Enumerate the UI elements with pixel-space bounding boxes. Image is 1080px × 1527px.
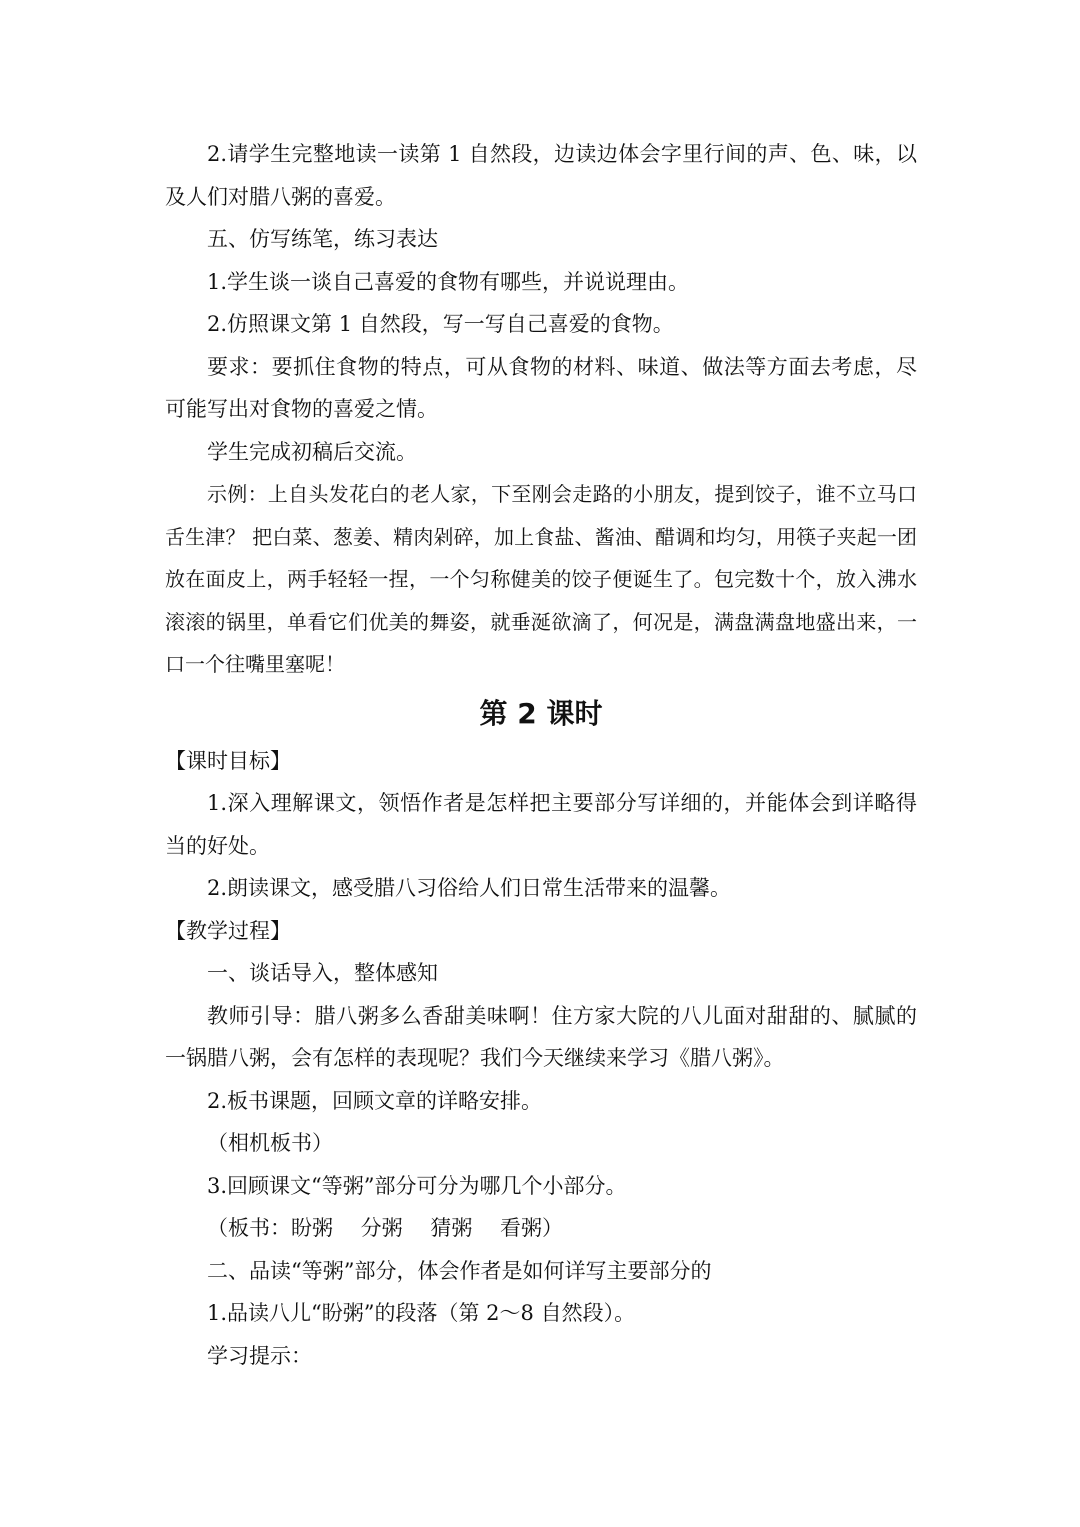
- item-review-parts: 3.回顾课文“等粥”部分可分为哪几个小部分。: [207, 1173, 627, 1198]
- step-one-heading: 一、谈话导入，整体感知: [207, 961, 438, 985]
- item-read-waiting: 1.品读八儿“盼粥”的段落（第 2～8 自然段）。: [207, 1301, 636, 1325]
- paragraph-read-aloud: 2.请学生完整地读一读第 1 自然段，边读边体会字里行间的声、色、味，以及人们对腊八粥的喜爱。: [165, 142, 917, 209]
- paragraph-favorite-food: 1.学生谈一谈自己喜爱的食物有哪些，并说说理由。: [207, 269, 690, 294]
- paragraph-requirements: 要求：要抓住食物的特点，可从食物的材料、味道、做法等方面去考虑，尽可能写出对食物的喜爱之情。: [165, 354, 917, 421]
- paragraph-example-dumplings: 示例：上自头发花白的老人家，下至刚会走路的小朋友，提到饺子，谁不立马口舌生津？ 把白菜、葱姜、精肉剁碎，加上食盐、酱油、醋调和均匀，用筷子夹起一团放在面皮上，两手轻轻一捏，一个匀称健美的饺子便诞生了。包完数十个，放入沸水滚滚的锅里，单看它们优美的舞姿，就垂涎欲滴了，何况是，满盘满盘地盛出来，一口一个往嘴里塞呢！: [165, 482, 917, 676]
- note-board-writing: （相机板书）: [207, 1131, 333, 1155]
- study-tips-label: 学习提示：: [207, 1343, 312, 1368]
- goals-heading: 【课时目标】: [165, 748, 291, 773]
- goal-one: 1.深入理解课文，领悟作者是怎样把主要部分写详细的，并能体会到详略得当的好处。: [165, 791, 917, 858]
- document-page: [165, 133, 917, 1377]
- process-heading: 【教学过程】: [165, 918, 291, 943]
- step-five-heading: 五、仿写练笔，练习表达: [207, 227, 438, 251]
- paragraph-imitate-writing: 2.仿照课文第 1 自然段，写一写自己喜爱的食物。: [207, 312, 674, 336]
- paragraph-teacher-intro: 教师引导：腊八粥多么香甜美味啊！住方家大院的八儿面对甜甜的、腻腻的一锅腊八粥，会有怎样的表现呢？我们今天继续来学习《腊八粥》。: [165, 1003, 917, 1070]
- step-two-heading: 二、品读“等粥”部分，体会作者是如何详写主要部分的: [207, 1258, 712, 1283]
- note-board-parts: （板书：盼粥 分粥 猜粥 看粥）: [207, 1216, 564, 1240]
- item-board-title: 2.板书课题，回顾文章的详略安排。: [207, 1088, 543, 1113]
- paragraph-draft-exchange: 学生完成初稿后交流。: [207, 439, 417, 464]
- goal-two: 2.朗读课文，感受腊八习俗给人们日常生活带来的温馨。: [207, 876, 732, 900]
- lesson-two-title: 第 2 课时: [479, 696, 603, 730]
